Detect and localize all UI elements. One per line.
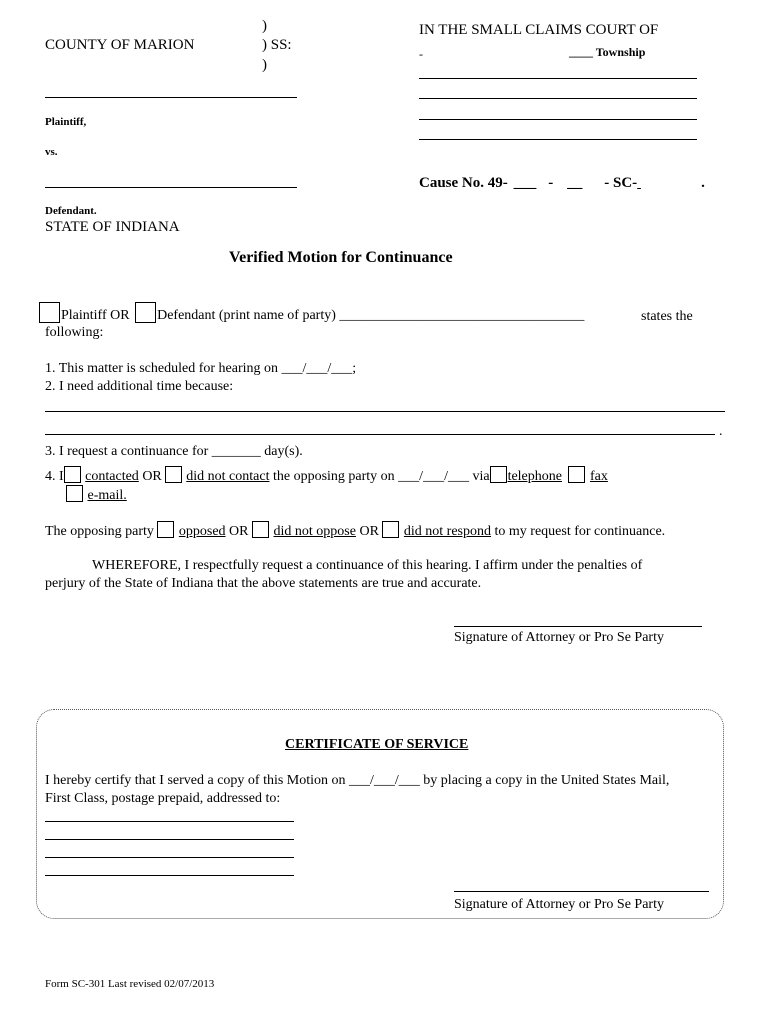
signature-label-2: Signature of Attorney or Pro Se Party xyxy=(454,897,664,912)
or-label-1: OR xyxy=(142,469,162,484)
fax-label: fax xyxy=(589,469,608,484)
did-not-respond-label: did not respond xyxy=(403,524,492,539)
or-label-2: OR xyxy=(229,524,249,539)
item-1: 1. This matter is scheduled for hearing on ___/___/___; xyxy=(45,361,357,376)
item-4-prefix: 4. I xyxy=(45,469,64,484)
did-not-oppose-checkbox[interactable] xyxy=(252,521,269,538)
paren-3: ) xyxy=(262,57,267,73)
or-label-3: OR xyxy=(359,524,379,539)
cause-sc: - SC- xyxy=(604,175,638,191)
cause-number xyxy=(419,175,705,192)
signature-label-1: Signature of Attorney or Pro Se Party xyxy=(454,630,664,645)
opposing-suffix: to my request for continuance. xyxy=(494,524,666,539)
opposing-party-line xyxy=(45,521,665,540)
court-heading: IN THE SMALL CLAIMS COURT OF xyxy=(419,22,659,38)
following-label: following: xyxy=(45,325,104,340)
court-line-4 xyxy=(419,139,697,140)
contacted-label: contacted xyxy=(85,469,139,484)
cause-blank-3[interactable] xyxy=(637,175,695,192)
defendant-checkbox[interactable] xyxy=(135,302,156,323)
cause-dash-1: - xyxy=(548,175,554,191)
court-line-3 xyxy=(419,119,697,120)
address-line-2[interactable] xyxy=(45,839,294,840)
states-the-label: states the xyxy=(641,309,693,324)
wherefore-line-2: perjury of the State of Indiana that the above statements are true and accurate. xyxy=(45,576,482,591)
cause-blank-1[interactable]: ___ xyxy=(513,175,537,191)
opposed-checkbox[interactable] xyxy=(157,521,174,538)
contacted-checkbox[interactable] xyxy=(64,466,81,483)
opposing-prefix: The opposing party xyxy=(45,524,154,539)
ss-label: ) SS: xyxy=(262,37,292,53)
reason-line-1[interactable] xyxy=(45,411,725,412)
item-2: 2. I need additional time because: xyxy=(45,379,234,394)
defendant-label: Defendant. xyxy=(45,205,97,217)
opposing-party-date: the opposing party on ___/___/___ via xyxy=(272,469,490,484)
fax-checkbox[interactable] xyxy=(568,466,585,483)
address-line-4[interactable] xyxy=(45,875,294,876)
certificate-line-2: First Class, postage prepaid, addressed to: xyxy=(45,791,281,806)
defendant-name-line xyxy=(45,187,297,188)
cause-label: Cause No. 49- xyxy=(419,175,508,191)
signature-line-2[interactable] xyxy=(454,891,709,892)
plaintiff-name-line xyxy=(45,97,297,98)
page-title: Verified Motion for Continuance xyxy=(229,249,453,266)
plaintiff-label: Plaintiff, xyxy=(45,116,87,128)
vs-label: vs. xyxy=(45,146,58,158)
telephone-checkbox[interactable] xyxy=(490,466,507,483)
certificate-heading: CERTIFICATE OF SERVICE xyxy=(285,737,469,752)
court-line-2 xyxy=(419,98,697,99)
telephone-label: telephone xyxy=(507,469,562,484)
address-line-1[interactable] xyxy=(45,821,294,822)
state-label: STATE OF INDIANA xyxy=(45,219,180,235)
township-dash: - xyxy=(419,47,423,61)
township-label: ____ Township xyxy=(569,45,646,59)
email-checkbox[interactable] xyxy=(66,485,83,502)
cause-period: . xyxy=(701,175,705,191)
wherefore-line-1: WHEREFORE, I respectfully request a continuance of this hearing. I affirm under the penalties of xyxy=(92,558,643,573)
party-line xyxy=(39,302,584,324)
certificate-line-1: I hereby certify that I served a copy of this Motion on ___/___/___ by placing a copy in the United States Mail, xyxy=(45,773,670,788)
plaintiff-or-label: Plaintiff OR xyxy=(61,308,130,323)
item-3: 3. I request a continuance for _______ day(s). xyxy=(45,444,303,459)
court-line-1 xyxy=(419,78,697,79)
signature-line-1[interactable] xyxy=(454,626,702,627)
cause-blank-2[interactable]: __ xyxy=(567,175,583,191)
paren-1: ) xyxy=(262,18,267,34)
form-footer: Form SC-301 Last revised 02/07/2013 xyxy=(45,978,215,990)
did-not-oppose-label: did not oppose xyxy=(273,524,356,539)
did-not-contact-checkbox[interactable] xyxy=(165,466,182,483)
address-line-3[interactable] xyxy=(45,857,294,858)
opposed-label: opposed xyxy=(178,524,226,539)
did-not-respond-checkbox[interactable] xyxy=(382,521,399,538)
county-label: COUNTY OF MARION xyxy=(45,37,195,53)
reason-period: . xyxy=(719,424,723,439)
email-option xyxy=(66,485,127,504)
defendant-label-text: Defendant (print name of party) ___________________________________ xyxy=(157,308,585,323)
reason-line-2[interactable] xyxy=(45,434,715,435)
email-label: e-mail. xyxy=(87,488,127,503)
item-4 xyxy=(45,466,608,485)
did-not-contact-label: did not contact xyxy=(186,469,270,484)
plaintiff-checkbox[interactable] xyxy=(39,302,60,323)
